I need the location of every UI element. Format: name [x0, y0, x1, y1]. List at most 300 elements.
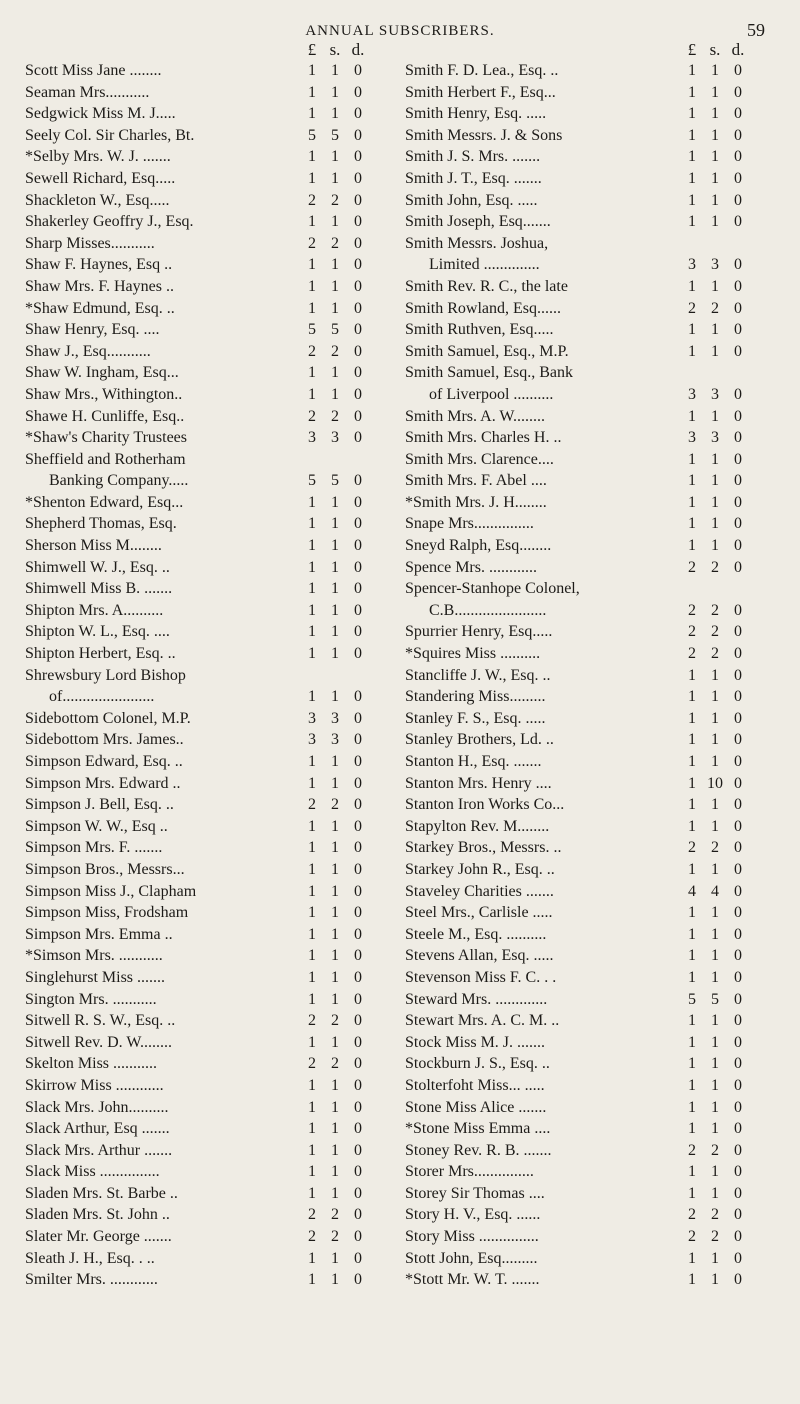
subscriber-entry [405, 341, 780, 363]
pence-amount: 0 [734, 796, 742, 814]
pence-amount: 0 [734, 277, 742, 295]
pounds-amount: 1 [308, 1141, 316, 1159]
subscriber-entry [25, 470, 400, 492]
subscriber-name: Sleath J. H., Esq. . .. [25, 1249, 155, 1267]
pounds-amount: 2 [308, 407, 316, 425]
pence-header: d. [731, 40, 745, 59]
shillings-amount: 1 [331, 1098, 339, 1116]
shillings-amount: 3 [711, 256, 719, 274]
pounds-amount: 1 [308, 62, 316, 79]
subscriber-name: Shaw W. Ingham, Esq... [25, 364, 179, 382]
subscriber-name: Slack Mrs. Arthur ....... [25, 1141, 173, 1159]
pounds-amount: 1 [688, 148, 696, 166]
subscriber-name: Sitwell R. S. W., Esq. .. [25, 1012, 176, 1030]
pence-amount: 0 [354, 429, 362, 447]
subscriber-name: Staveley Charities ....... [405, 882, 554, 900]
pence-amount: 0 [354, 990, 362, 1008]
subscriber-name: *Smith Mrs. J. H........ [405, 493, 547, 511]
pounds-amount: 1 [688, 968, 696, 986]
subscriber-name: Steward Mrs. ............. [405, 990, 548, 1008]
shillings-amount: 1 [711, 493, 719, 511]
pence-amount: 0 [354, 277, 362, 295]
subscriber-entry [405, 1053, 780, 1075]
shillings-amount: 1 [711, 342, 719, 360]
pounds-amount: 1 [688, 688, 696, 706]
subscriber-entry [405, 103, 780, 125]
subscriber-entry [25, 341, 400, 363]
subscriber-name: Smith J. T., Esq. ....... [405, 169, 542, 187]
shillings-amount: 1 [711, 666, 719, 684]
pence-amount: 0 [734, 126, 742, 144]
pence-amount: 0 [354, 1055, 362, 1073]
pounds-amount: 1 [688, 947, 696, 965]
subscriber-name: Simpson Mrs. Edward .. [25, 774, 181, 792]
shillings-amount: 3 [331, 429, 339, 447]
subscriber-name: Smith Joseph, Esq....... [405, 213, 551, 231]
subscriber-entry [25, 1248, 400, 1270]
pounds-header: £ [687, 40, 697, 59]
pounds-amount: 2 [688, 601, 696, 619]
subscriber-name: Smilter Mrs. ............ [25, 1271, 158, 1289]
pence-amount: 0 [354, 645, 362, 663]
pence-amount: 0 [734, 774, 742, 792]
subscriber-name: *Simson Mrs. ........... [25, 947, 163, 965]
subscriber-name: Starkey John R., Esq. .. [405, 860, 555, 878]
subscriber-entry [25, 60, 400, 82]
subscriber-entry [405, 427, 780, 449]
subscriber-entry [25, 82, 400, 104]
pounds-amount: 5 [308, 321, 316, 339]
subscriber-name: Shawe H. Cunliffe, Esq.. [25, 407, 185, 425]
shillings-amount: 2 [331, 1012, 339, 1030]
pounds-amount: 1 [308, 839, 316, 857]
pence-amount: 0 [354, 1076, 362, 1094]
shillings-amount: 1 [711, 1076, 719, 1094]
shillings-amount: 1 [711, 731, 719, 749]
subscriber-entry [25, 557, 400, 579]
subscriber-name: Smith Ruthven, Esq..... [405, 321, 554, 339]
pence-amount: 0 [734, 666, 742, 684]
pence-amount: 0 [354, 256, 362, 274]
subscriber-name: Sheffield and Rotherham [25, 450, 186, 468]
pounds-amount: 2 [308, 796, 316, 814]
pence-amount: 0 [354, 299, 362, 317]
subscriber-entry [405, 82, 780, 104]
pounds-amount: 1 [308, 364, 316, 382]
pence-amount: 0 [734, 947, 742, 965]
subscriber-entry [405, 254, 780, 276]
pence-amount: 0 [354, 731, 362, 749]
pounds-amount: 1 [688, 450, 696, 468]
pounds-amount: 1 [688, 1120, 696, 1138]
pounds-amount: 3 [688, 429, 696, 447]
subscriber-entry [25, 837, 400, 859]
pounds-amount: 1 [688, 472, 696, 490]
subscriber-name: Stewart Mrs. A. C. M. .. [405, 1012, 560, 1030]
subscriber-entry [405, 190, 780, 212]
subscriber-entry [25, 146, 400, 168]
shillings-amount: 3 [711, 429, 719, 447]
subscriber-name: Simpson Mrs. F. ....... [25, 839, 163, 857]
pounds-amount: 1 [308, 817, 316, 835]
subscriber-name: Smith Samuel, Esq., Bank [405, 364, 573, 382]
pounds-amount: 1 [688, 277, 696, 295]
subscriber-entry [25, 103, 400, 125]
subscriber-name: Smith F. D. Lea., Esq. .. [405, 62, 559, 79]
shillings-amount: 1 [711, 709, 719, 727]
subscriber-name: Stanton Iron Works Co... [405, 796, 565, 814]
subscriber-entry [25, 1032, 400, 1054]
pence-amount: 0 [354, 342, 362, 360]
subscriber-entry [25, 1140, 400, 1162]
pounds-amount: 1 [688, 1163, 696, 1181]
pence-amount: 0 [734, 472, 742, 490]
subscriber-name: Limited .............. [429, 256, 540, 274]
pounds-amount: 3 [688, 256, 696, 274]
subscriber-entry [25, 1226, 400, 1248]
shillings-amount: 5 [331, 126, 339, 144]
shillings-amount: 1 [331, 1033, 339, 1051]
pence-amount: 0 [354, 904, 362, 922]
pounds-amount: 2 [308, 342, 316, 360]
pence-amount: 0 [734, 558, 742, 576]
subscriber-entry [405, 1248, 780, 1270]
subscriber-name: Seely Col. Sir Charles, Bt. [25, 126, 195, 144]
shillings-amount: 2 [331, 407, 339, 425]
subscriber-name: Story Miss ............... [405, 1228, 539, 1246]
pounds-amount: 5 [308, 472, 316, 490]
pounds-amount: 1 [308, 537, 316, 555]
subscriber-name: Stanton H., Esq. ....... [405, 753, 542, 770]
subscriber-name: Stockburn J. S., Esq. .. [405, 1055, 550, 1073]
subscriber-name: Steele M., Esq. .......... [405, 925, 547, 943]
subscriber-name: Shaw Henry, Esq. .... [25, 321, 160, 339]
shillings-amount: 2 [711, 645, 719, 663]
subscriber-name: C.B....................... [429, 601, 547, 619]
shillings-amount: 1 [711, 105, 719, 123]
pence-amount: 0 [354, 105, 362, 123]
subscriber-entry [25, 492, 400, 514]
subscriber-entry [25, 1075, 400, 1097]
pounds-amount: 1 [688, 493, 696, 511]
pence-amount: 0 [354, 968, 362, 986]
subscriber-entry [405, 1140, 780, 1162]
subscriber-entry [25, 125, 400, 147]
subscriber-entry [405, 837, 780, 859]
pounds-amount: 2 [308, 1012, 316, 1030]
subscriber-entry [25, 168, 400, 190]
subscriber-entry [405, 60, 780, 82]
subscriber-name: Spence Mrs. ............ [405, 558, 537, 576]
subscriber-name: Banking Company..... [49, 472, 189, 490]
pence-amount: 0 [354, 1033, 362, 1051]
shillings-amount: 1 [711, 688, 719, 706]
subscriber-name: *Stott Mr. W. T. ....... [405, 1271, 540, 1289]
pence-amount: 0 [734, 1141, 742, 1159]
subscriber-entry [405, 924, 780, 946]
subscriber-name: Sneyd Ralph, Esq........ [405, 537, 552, 555]
pounds-amount: 1 [688, 1184, 696, 1202]
subscriber-entry [25, 665, 400, 687]
shillings-amount: 10 [707, 774, 723, 792]
pence-amount: 0 [354, 148, 362, 166]
pounds-amount: 1 [308, 169, 316, 187]
subscriber-entry [405, 125, 780, 147]
pence-amount: 0 [734, 731, 742, 749]
pounds-amount: 2 [308, 234, 316, 252]
subscriber-name: *Stone Miss Emma .... [405, 1120, 551, 1138]
subscriber-name: Slack Arthur, Esq ....... [25, 1120, 170, 1138]
pounds-amount: 1 [688, 1249, 696, 1267]
shillings-amount: 1 [331, 62, 339, 79]
subscriber-name: Shaw Mrs. F. Haynes .. [25, 277, 174, 295]
pounds-amount: 1 [308, 925, 316, 943]
pence-amount: 0 [354, 1206, 362, 1224]
shillings-amount: 1 [331, 1163, 339, 1181]
subscriber-name: Stancliffe J. W., Esq. .. [405, 666, 551, 684]
pounds-amount: 1 [688, 925, 696, 943]
pence-amount: 0 [354, 796, 362, 814]
subscriber-entry [25, 276, 400, 298]
shillings-amount: 1 [331, 774, 339, 792]
pounds-amount: 1 [688, 62, 696, 79]
subscriber-entry [25, 773, 400, 795]
pence-amount: 0 [734, 1076, 742, 1094]
pence-amount: 0 [354, 364, 362, 382]
subscriber-name: Smith Messrs. Joshua, [405, 234, 549, 252]
subscriber-entry [405, 643, 780, 665]
pounds-amount: 2 [688, 299, 696, 317]
pounds-amount: 1 [308, 623, 316, 641]
subscriber-name: of Liverpool .......... [429, 385, 554, 403]
subscriber-name: of....................... [49, 688, 155, 706]
subscriber-entry [25, 254, 400, 276]
shillings-amount: 1 [331, 213, 339, 231]
pence-amount: 0 [354, 925, 362, 943]
pounds-amount: 1 [688, 105, 696, 123]
subscriber-entry [25, 902, 400, 924]
subscriber-name: Shrewsbury Lord Bishop [25, 666, 186, 684]
subscriber-entry [25, 945, 400, 967]
pounds-amount: 1 [688, 169, 696, 187]
pounds-amount: 5 [308, 126, 316, 144]
shillings-amount: 1 [331, 688, 339, 706]
pence-amount: 0 [734, 299, 742, 317]
subscriber-name: Stolterfoht Miss... ..... [405, 1076, 545, 1094]
subscriber-name: Simpson Edward, Esq. .. [25, 753, 183, 770]
pence-amount: 0 [734, 860, 742, 878]
subscriber-entry [25, 1097, 400, 1119]
subscriber-name: Shaw Mrs., Withington.. [25, 385, 183, 403]
shillings-amount: 2 [331, 342, 339, 360]
pence-amount: 0 [734, 709, 742, 727]
pence-amount: 0 [734, 321, 742, 339]
pence-amount: 0 [734, 537, 742, 555]
subscriber-entry [405, 967, 780, 989]
subscriber-name: Smith Mrs. A. W........ [405, 407, 546, 425]
pounds-amount: 1 [308, 882, 316, 900]
shillings-amount: 1 [331, 947, 339, 965]
subscriber-entry [405, 945, 780, 967]
running-head: ANNUAL SUBSCRIBERS. [305, 23, 495, 39]
shillings-amount: 1 [711, 321, 719, 339]
subscriber-name: Stevenson Miss F. C. . . [405, 968, 557, 986]
pounds-amount: 1 [688, 342, 696, 360]
pence-amount: 0 [354, 882, 362, 900]
subscriber-entry [25, 643, 400, 665]
pounds-amount: 1 [308, 1163, 316, 1181]
pounds-amount: 5 [688, 990, 696, 1008]
shillings-amount: 1 [711, 407, 719, 425]
pounds-amount: 3 [688, 385, 696, 403]
pounds-amount: 1 [688, 1033, 696, 1051]
pence-amount: 0 [354, 601, 362, 619]
shillings-amount: 1 [711, 1271, 719, 1289]
subscriber-entry [25, 449, 400, 471]
subscriber-entry [25, 406, 400, 428]
pence-amount: 0 [354, 407, 362, 425]
subscriber-column-right [405, 40, 780, 1291]
subscriber-entry [405, 578, 780, 600]
subscriber-entry [25, 729, 400, 751]
subscriber-entry [405, 146, 780, 168]
pence-amount: 0 [354, 1098, 362, 1116]
subscriber-entry [405, 470, 780, 492]
shillings-amount: 1 [331, 515, 339, 533]
pence-amount: 0 [354, 1228, 362, 1246]
subscriber-name: Sharp Misses........... [25, 234, 155, 252]
subscriber-entry [405, 773, 780, 795]
shillings-amount: 1 [331, 169, 339, 187]
shillings-amount: 1 [331, 1120, 339, 1138]
subscriber-entry [25, 686, 400, 708]
subscriber-entry [405, 859, 780, 881]
subscriber-entry [405, 989, 780, 1011]
shillings-amount: 1 [331, 990, 339, 1008]
pounds-amount: 3 [308, 731, 316, 749]
shillings-amount: 1 [711, 472, 719, 490]
shillings-amount: 1 [331, 753, 339, 770]
subscriber-entry [405, 1032, 780, 1054]
shillings-amount: 1 [331, 882, 339, 900]
subscriber-name: Smith Samuel, Esq., M.P. [405, 342, 569, 360]
shillings-amount: 5 [331, 321, 339, 339]
subscriber-name: Standering Miss......... [405, 688, 546, 706]
subscriber-entry [25, 708, 400, 730]
subscriber-name: Spurrier Henry, Esq..... [405, 623, 553, 641]
subscriber-entry [405, 665, 780, 687]
subscriber-column-left [25, 40, 400, 1291]
pence-amount: 0 [354, 558, 362, 576]
subscriber-entry [405, 1161, 780, 1183]
subscriber-entry [25, 1010, 400, 1032]
pounds-amount: 1 [308, 1120, 316, 1138]
shillings-amount: 1 [331, 105, 339, 123]
pence-amount: 0 [734, 1228, 742, 1246]
subscriber-name: Sladen Mrs. St. Barbe .. [25, 1184, 178, 1202]
shillings-amount: 1 [331, 299, 339, 317]
page-number: 59 [747, 20, 765, 40]
subscriber-entry [25, 751, 400, 773]
pounds-amount: 1 [688, 1012, 696, 1030]
pence-amount: 0 [354, 515, 362, 533]
subscriber-entry [405, 1075, 780, 1097]
shillings-amount: 1 [711, 904, 719, 922]
pence-amount: 0 [354, 83, 362, 101]
pounds-amount: 1 [688, 666, 696, 684]
pence-amount: 0 [734, 1120, 742, 1138]
subscriber-entry [405, 902, 780, 924]
pence-amount: 0 [734, 493, 742, 511]
subscriber-name: Sidebottom Mrs. James.. [25, 731, 184, 749]
shillings-amount: 1 [331, 148, 339, 166]
subscriber-name: Sington Mrs. ........... [25, 990, 157, 1008]
pence-amount: 0 [354, 1271, 362, 1289]
subscriber-name: Shimwell W. J., Esq. .. [25, 558, 170, 576]
subscriber-entry [405, 535, 780, 557]
shillings-amount: 1 [331, 558, 339, 576]
currency-header [25, 40, 400, 60]
shillings-amount: 1 [711, 450, 719, 468]
shillings-amount: 1 [331, 645, 339, 663]
pounds-amount: 1 [308, 105, 316, 123]
pence-amount: 0 [354, 537, 362, 555]
shillings-amount: 1 [711, 1163, 719, 1181]
pence-amount: 0 [354, 623, 362, 641]
pence-amount: 0 [734, 882, 742, 900]
subscriber-name: Smith Rev. R. C., the late [405, 277, 568, 295]
currency-header [405, 40, 780, 60]
pounds-header: £ [307, 40, 317, 59]
subscriber-name: Shipton Mrs. A.......... [25, 601, 164, 619]
shillings-amount: 3 [331, 709, 339, 727]
pence-amount: 0 [734, 191, 742, 209]
shillings-amount: 1 [711, 1098, 719, 1116]
shillings-amount: 2 [711, 1206, 719, 1224]
pence-amount: 0 [354, 191, 362, 209]
pence-amount: 0 [734, 407, 742, 425]
subscriber-name: Stevens Allan, Esq. ..... [405, 947, 554, 965]
pence-amount: 0 [354, 1141, 362, 1159]
shillings-amount: 2 [711, 601, 719, 619]
pounds-amount: 1 [688, 1098, 696, 1116]
subscriber-entry [405, 816, 780, 838]
subscriber-entry [405, 1118, 780, 1140]
pounds-amount: 1 [688, 709, 696, 727]
subscriber-entry [25, 600, 400, 622]
subscriber-entry [405, 449, 780, 471]
pounds-amount: 1 [688, 731, 696, 749]
pence-amount: 0 [734, 904, 742, 922]
shillings-amount: 1 [331, 385, 339, 403]
subscriber-name: Simpson Miss J., Clapham [25, 882, 197, 900]
subscriber-name: Story H. V., Esq. ...... [405, 1206, 541, 1224]
pounds-amount: 1 [688, 860, 696, 878]
pounds-amount: 2 [308, 1055, 316, 1073]
subscriber-entry [405, 1010, 780, 1032]
subscriber-name: Storey Sir Thomas .... [405, 1184, 545, 1202]
shillings-amount: 1 [711, 1033, 719, 1051]
subscriber-name: Sitwell Rev. D. W........ [25, 1033, 172, 1051]
subscriber-entry [405, 557, 780, 579]
subscriber-name: Sherson Miss M........ [25, 537, 162, 555]
subscriber-entry [405, 1226, 780, 1248]
subscriber-entry [25, 816, 400, 838]
pounds-amount: 1 [688, 321, 696, 339]
pounds-amount: 2 [308, 1206, 316, 1224]
shillings-amount: 1 [711, 169, 719, 187]
pence-amount: 0 [734, 515, 742, 533]
